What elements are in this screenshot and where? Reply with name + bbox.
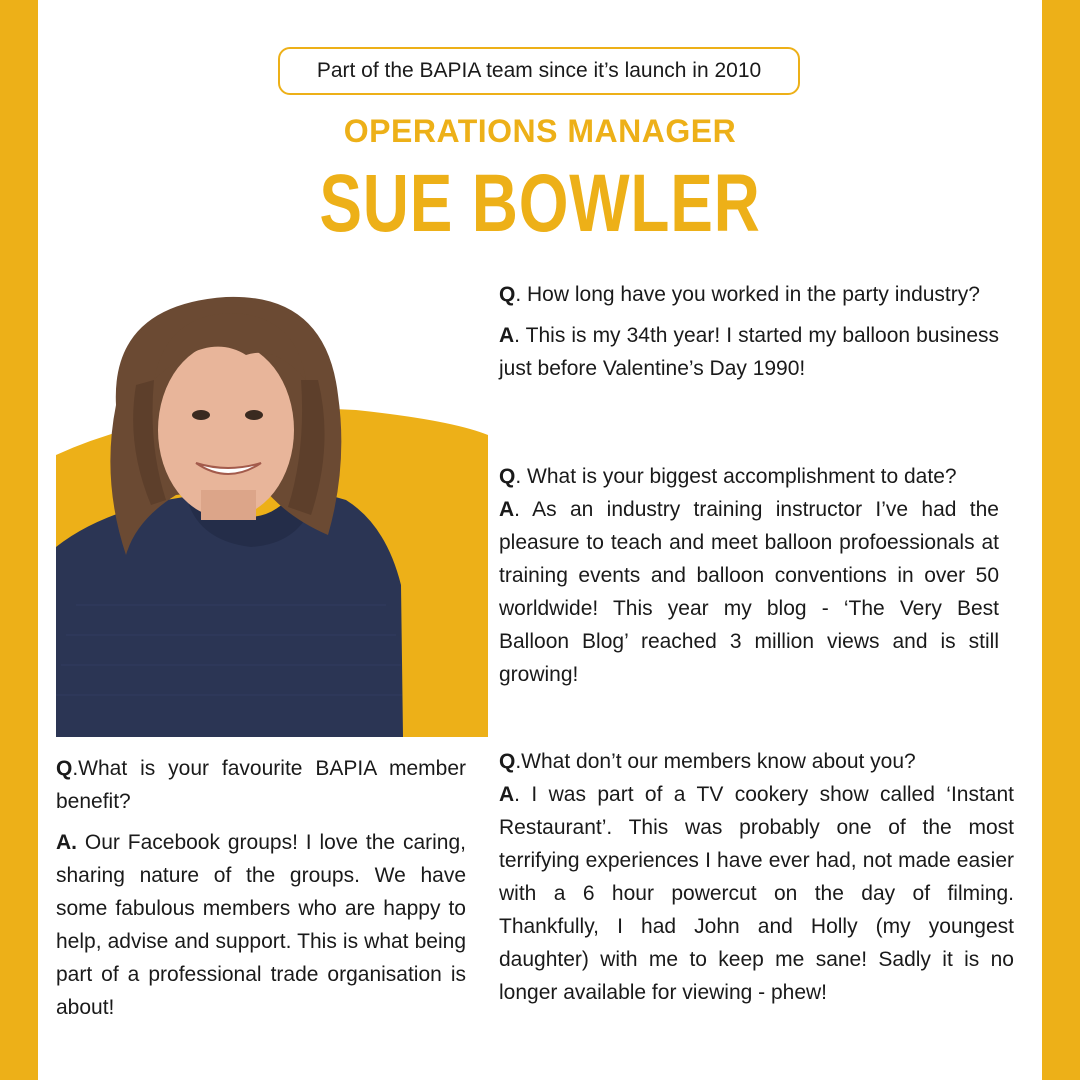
portrait-photo bbox=[56, 285, 488, 737]
tenure-tagline: Part of the BAPIA team since it’s launch in 2010 bbox=[278, 47, 800, 95]
qa-block-industry-years bbox=[499, 278, 999, 385]
person-name: SUE BOWLER bbox=[319, 158, 761, 249]
answer-text: A. This is my 34th year! I started my balloon business just before Valentine’s Day 1990! bbox=[499, 324, 999, 380]
answer-text: A. I was part of a TV cookery show called ‘Instant Restaurant’. This was probably one of the most terrifying experiences I have ever had, not made easier with a 6 hour powercut on the day of filming. Thankfully, I had John and Holly (my youngest daughter) with me to keep me sane! Sadly it is no longer available for viewing - phew! bbox=[499, 783, 1014, 1004]
qa-block-unknown-fact bbox=[499, 745, 1014, 1009]
answer-text: A. Our Facebook groups! I love the caring, sharing nature of the groups. We have some fabulous members who are happy to help, advise and support. This is what being part of a professional trade organisation is about! bbox=[56, 831, 466, 1019]
answer-text: A. As an industry training instructor I’ve had the pleasure to teach and meet balloon profoessionals at training events and balloon conventions in over 50 worldwide! This year my blog - ‘The Very Best Balloon Blog’ reached 3 million views and is still growing! bbox=[499, 498, 999, 686]
question-text: Q.What don’t our members know about you? bbox=[499, 750, 916, 773]
qa-block-accomplishment bbox=[499, 460, 999, 691]
job-title: OPERATIONS MANAGER bbox=[343, 113, 737, 149]
question-text: Q. How long have you worked in the party industry? bbox=[499, 283, 980, 306]
right-accent-border bbox=[1042, 0, 1080, 1080]
qa-block-member-benefit bbox=[56, 752, 466, 1024]
question-text: Q. What is your biggest accomplishment to date? bbox=[499, 465, 957, 488]
left-accent-border bbox=[0, 0, 38, 1080]
question-text: Q.What is your favourite BAPIA member benefit? bbox=[56, 757, 466, 813]
